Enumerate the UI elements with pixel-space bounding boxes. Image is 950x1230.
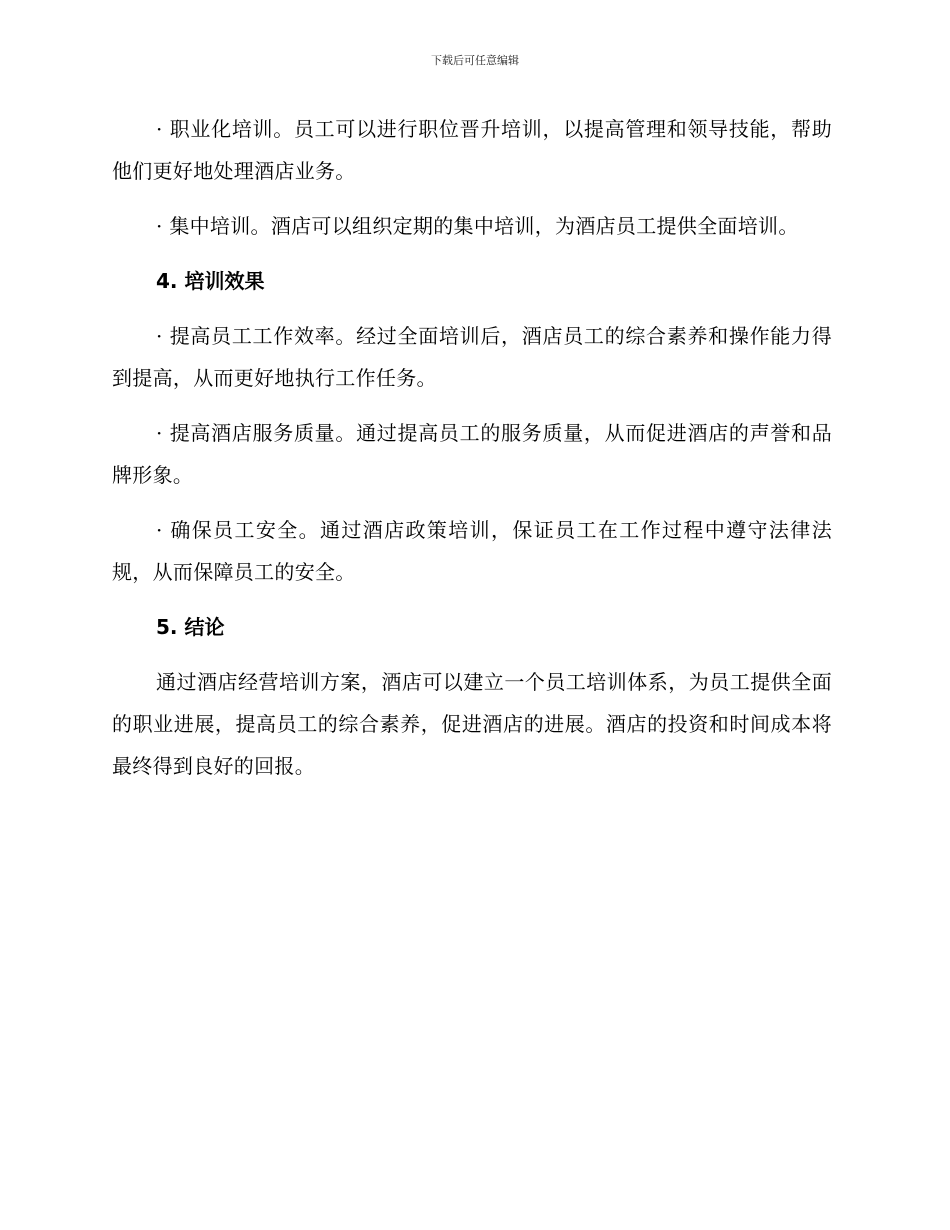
document-body (112, 108, 832, 800)
bullet-employee-safety: · 确保员工安全。通过酒店政策培训，保证员工在工作过程中遵守法律法规，从而保障员工的安全。 (112, 518, 832, 584)
bullet-efficiency: · 提高员工工作效率。经过全面培训后，酒店员工的综合素养和操作能力得到提高，从而更好地执行工作任务。 (112, 324, 832, 390)
section-heading-conclusion: 5. 结论 (156, 615, 225, 639)
section-heading-training-effects: 4. 培训效果 (156, 269, 265, 293)
bullet-centralized-training: · 集中培训。酒店可以组织定期的集中培训，为酒店员工提供全面培训。 (156, 214, 799, 238)
conclusion-paragraph: 通过酒店经营培训方案，酒店可以建立一个员工培训体系，为员工提供全面的职业进展，提高员工的综合素养，促进酒店的进展。酒店的投资和时间成本将最终得到良好的回报。 (112, 670, 832, 778)
bullet-service-quality: · 提高酒店服务质量。通过提高员工的服务质量，从而促进酒店的声誉和品牌形象。 (112, 421, 832, 487)
page-header: 下载后可任意编辑 (431, 54, 519, 67)
bullet-professional-training: · 职业化培训。员工可以进行职位晋升培训，以提高管理和领导技能，帮助他们更好地处理酒店业务。 (112, 117, 832, 183)
